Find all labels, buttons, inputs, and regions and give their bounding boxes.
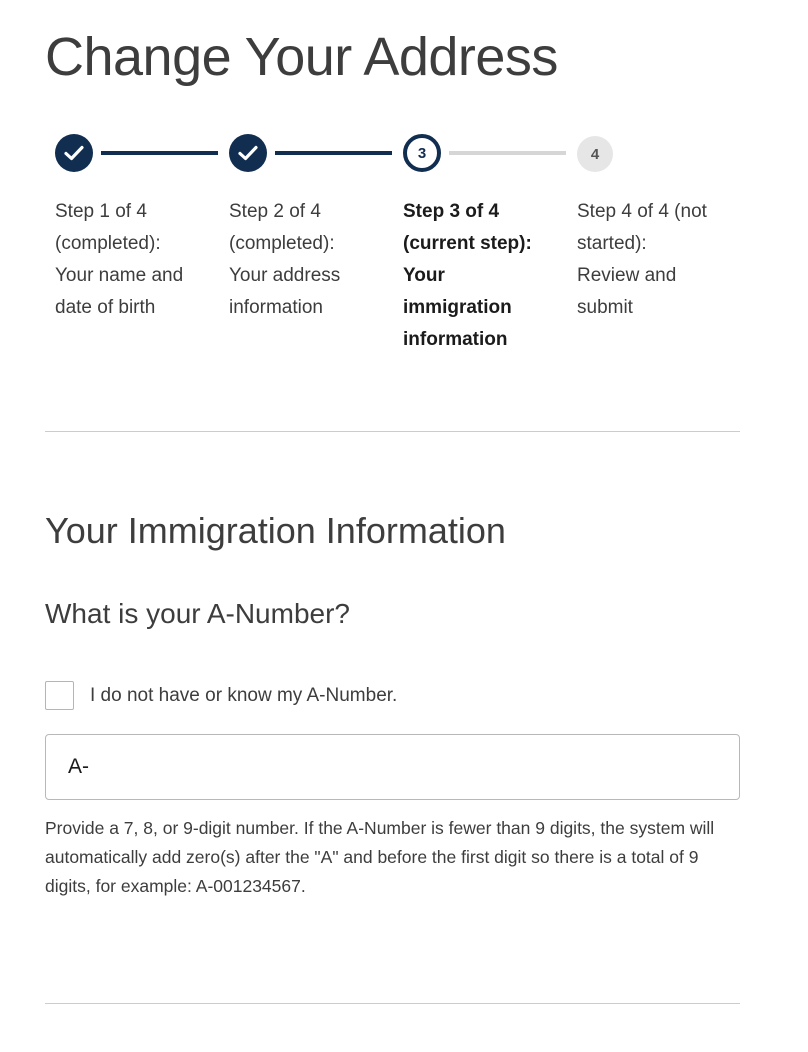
step-3-label <box>403 196 563 356</box>
step-2-label <box>229 196 389 324</box>
step-label-line: information <box>229 297 323 318</box>
step-label-line: Your name and <box>55 265 184 286</box>
step-label-line: (completed): <box>55 233 161 254</box>
step-label-line: date of birth <box>55 297 156 318</box>
step-label-line: Your address <box>229 265 341 286</box>
step-number: 4 <box>590 145 600 163</box>
step-label-line: (current step): <box>403 233 532 254</box>
section-title: Your Immigration Information <box>45 510 506 551</box>
step-number: 3 <box>417 144 427 162</box>
step-label-line: Step 1 of 4 <box>55 201 147 222</box>
step-label-line: Your <box>403 265 445 286</box>
step-connector <box>275 151 392 155</box>
section-divider <box>45 1003 740 1004</box>
a-number-hint: Provide a 7, 8, or 9-digit number. If the A-Number is fewer than 9 digits, the system will automatically add zero(s) after the "A" and before the first digit so there is a total of 9 digits, for example: A-001234567. <box>45 818 715 896</box>
step-label-line: immigration <box>403 297 512 318</box>
step-indicator <box>0 0 808 360</box>
step-label-line: Step 4 of 4 (not <box>577 201 707 222</box>
no-a-number-checkbox-row[interactable] <box>45 681 397 710</box>
step-label-line: information <box>403 329 508 350</box>
step-label-line: Step 2 of 4 <box>229 201 321 222</box>
step-label-line: Review and <box>577 265 677 286</box>
step-label-line: Step 3 of 4 <box>403 201 500 222</box>
step-connector <box>101 151 218 155</box>
no-a-number-checkbox[interactable] <box>45 681 74 710</box>
step-2-completed-indicator <box>229 134 267 172</box>
step-label-line: started): <box>577 233 647 254</box>
step-connector <box>449 151 566 155</box>
step-4-not-started-indicator <box>577 136 613 172</box>
step-1-completed-indicator <box>55 134 93 172</box>
section-divider <box>45 431 740 432</box>
a-number-input[interactable] <box>45 734 740 800</box>
step-4-label <box>577 196 747 324</box>
step-3-current-indicator <box>403 134 441 172</box>
a-number-question: What is your A-Number? <box>45 598 350 629</box>
check-icon <box>238 145 258 161</box>
step-1-label <box>55 196 215 324</box>
step-label-line: (completed): <box>229 233 335 254</box>
page-title: Change Your Address <box>45 27 558 87</box>
step-label-line: submit <box>577 297 633 318</box>
no-a-number-checkbox-label[interactable]: I do not have or know my A-Number. <box>90 684 398 706</box>
check-icon <box>64 145 84 161</box>
